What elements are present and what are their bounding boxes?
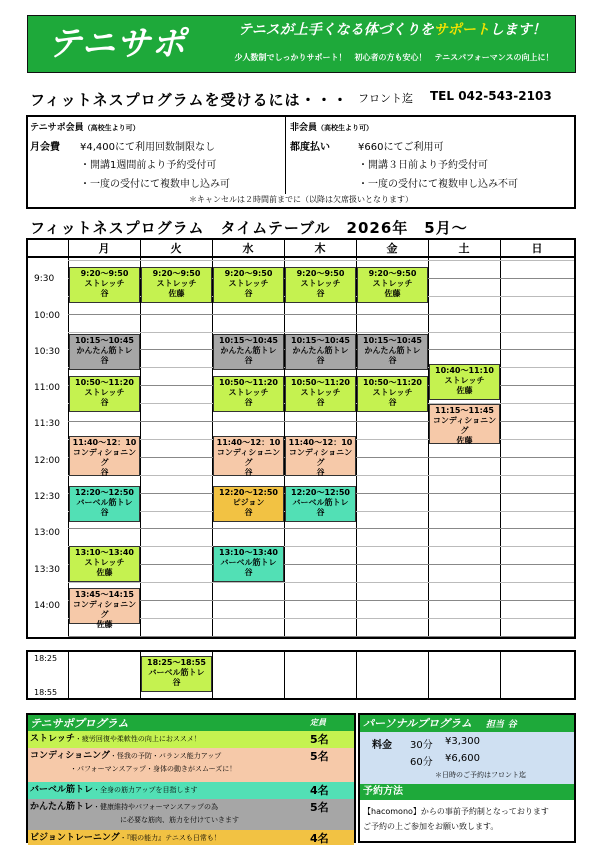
column-divider [284, 652, 285, 698]
class-block [429, 404, 500, 444]
time-label: 18:55 [34, 688, 58, 697]
program-list [26, 713, 356, 843]
nonmember-title: 非会員（高校生より可） [290, 123, 374, 133]
class-name: ストレッチ [372, 279, 413, 288]
member-label: 月会費 [30, 142, 60, 153]
class-coach: 佐藤 [456, 436, 473, 445]
class-time: 9:20～9:50 [80, 269, 129, 278]
member-item: ・一度の受付にて複数申し込み可 [80, 179, 230, 190]
row-line [68, 636, 574, 637]
class-block [285, 436, 356, 476]
class-name: かんたん筋トレ [220, 346, 277, 355]
class-name: ストレッチ [444, 376, 485, 385]
class-name: コンディショニング [216, 448, 281, 467]
nonmember-item: ・開講３日前より予約受付可 [358, 160, 488, 171]
front-label: フロント迄 [358, 92, 413, 105]
class-name: ストレッチ [300, 388, 341, 397]
access-title: フィットネスプログラムを受けるには・・・ [30, 91, 349, 109]
row-line [68, 618, 574, 619]
class-coach: 谷 [244, 398, 253, 407]
row-line [68, 332, 574, 333]
program-row-vision: ビジョントレーニング・『眼の能力』テニスも日常も！ 4名 [28, 830, 354, 845]
time-label: 9:30 [34, 274, 55, 284]
class-block [141, 656, 212, 692]
class-coach: 谷 [316, 468, 325, 477]
class-time: 10:15～10:45 [363, 336, 422, 345]
class-block [285, 486, 356, 522]
class-name: コンディショニング [72, 600, 137, 619]
class-name: ストレッチ [228, 388, 269, 397]
class-time: 9:20～9:50 [296, 269, 345, 278]
class-coach: 谷 [172, 678, 181, 687]
nonmember-price: ¥660にてご利用可 [358, 142, 444, 153]
class-time: 10:50～11:20 [363, 378, 422, 387]
class-name: バーベル筋トレ [148, 668, 205, 677]
class-time: 13:10～13:40 [75, 548, 134, 557]
class-time: 12:20～12:50 [75, 488, 134, 497]
class-block [69, 436, 140, 476]
class-coach: 谷 [316, 289, 325, 298]
class-time: 9:20～9:50 [152, 269, 201, 278]
class-name: ストレッチ [84, 558, 125, 567]
class-block [213, 486, 284, 522]
class-block [213, 267, 284, 303]
personal-note: ＊日時のご予約はフロント迄 [435, 771, 526, 779]
class-name: ストレッチ [84, 388, 125, 397]
class-block [285, 267, 356, 303]
phone-number: TEL 042-543-2103 [430, 89, 552, 103]
class-time: 9:20～9:50 [224, 269, 273, 278]
class-block [357, 376, 428, 412]
class-time: 12:20～12:50 [291, 488, 350, 497]
class-time: 10:15～10:45 [75, 336, 134, 345]
class-time: 10:50～11:20 [75, 378, 134, 387]
timetable-title: フィットネスプログラム タイムテーブル 2026年 5月～ [30, 219, 468, 237]
fee-label: 料金 [372, 740, 392, 751]
class-time: 10:15～10:45 [219, 336, 278, 345]
reserve-text: ご予約の上ご参加をお願い致します。 [363, 822, 499, 831]
time-label: 11:30 [34, 419, 60, 429]
class-block [213, 334, 284, 370]
program-row-conditioning: コンディショニング・怪我の予防・バランス能力アップ 5名 ・パフォーマンスアップ・身体の動きがスムーズに！ [28, 748, 354, 782]
time-label: 13:00 [34, 528, 60, 538]
class-time: 13:10～13:40 [219, 548, 278, 557]
time-label: 11:00 [34, 383, 60, 393]
class-block [69, 267, 140, 303]
class-block [285, 376, 356, 412]
class-coach: 谷 [100, 508, 109, 517]
class-name: ストレッチ [300, 279, 341, 288]
class-coach: 谷 [316, 356, 325, 365]
time-label: 18:25 [34, 654, 58, 663]
class-time: 18:25～18:55 [147, 658, 206, 667]
time-label: 12:00 [34, 456, 60, 466]
row-line [68, 564, 574, 565]
class-time: 13:45～14:15 [75, 590, 134, 599]
fee-price: ¥6,600 [445, 753, 480, 764]
class-time: 11:40～12：10 [72, 438, 137, 447]
tagline: テニスが上手くなる体づくりをサポートします！ [238, 22, 546, 38]
class-coach: 谷 [316, 508, 325, 517]
class-coach: 谷 [244, 289, 253, 298]
class-name: ストレッチ [156, 279, 197, 288]
class-name: ピジョン [232, 498, 265, 507]
column-divider [356, 652, 357, 698]
class-time: 9:20～9:50 [368, 269, 417, 278]
day-header-4: 金 [386, 242, 398, 255]
class-time: 10:50～11:20 [219, 378, 278, 387]
row-line [68, 582, 574, 583]
class-coach: 谷 [244, 568, 253, 577]
day-header-5: 土 [458, 242, 470, 255]
row-line [68, 546, 574, 547]
class-coach: 谷 [100, 289, 109, 298]
reserve-text: 【hacomono】からの事前予約制となっております [363, 807, 549, 816]
class-block [213, 546, 284, 582]
class-coach: 佐藤 [96, 620, 113, 629]
membership-divider [285, 117, 286, 194]
program-row-barbell: バーベル筋トレ・全身の筋力アップを目指します 4名 [28, 782, 354, 799]
day-header-6: 日 [531, 242, 543, 255]
class-block [357, 267, 428, 303]
class-block [141, 267, 212, 303]
class-time: 11:40～12：10 [288, 438, 353, 447]
program-row-stretch: ストレッチ・疲労回復や柔軟性の向上におススメ！ 5名 [28, 731, 354, 748]
class-coach: 谷 [100, 398, 109, 407]
day-header-0: 月 [98, 242, 110, 255]
nonmember-item: ・一度の受付にて複数申し込み不可 [358, 179, 518, 190]
row-line [68, 314, 574, 315]
column-divider [68, 652, 69, 698]
class-name: コンディショニング [72, 448, 137, 467]
class-block [69, 546, 140, 582]
class-block [69, 376, 140, 412]
class-coach: 谷 [244, 468, 253, 477]
class-name: かんたん筋トレ [364, 346, 421, 355]
time-label: 12:30 [34, 492, 60, 502]
class-name: コンディショニング [432, 416, 497, 435]
class-time: 10:50～11:20 [291, 378, 350, 387]
member-price: ¥4,400にて利用回数制限なし [80, 142, 215, 153]
day-header-2: 水 [242, 242, 254, 255]
fee-duration: 30分 [410, 740, 433, 751]
column-divider [500, 652, 501, 698]
class-coach: 谷 [244, 508, 253, 517]
class-name: コンディショニング [288, 448, 353, 467]
personal-header: パーソナルプログラム 担当 谷 [360, 715, 574, 732]
class-name: かんたん筋トレ [76, 346, 133, 355]
class-block [357, 334, 428, 370]
time-label: 13:30 [34, 565, 60, 575]
cancel-note: ＊キャンセルは２時間前までに（以降は欠席扱いとなります） [189, 195, 413, 204]
personal-program [358, 713, 576, 843]
member-title: テニサポ会員（高校生より可） [30, 123, 140, 133]
class-time: 10:15～10:45 [291, 336, 350, 345]
class-block [69, 588, 140, 629]
class-coach: 佐藤 [384, 289, 401, 298]
column-divider [428, 652, 429, 698]
class-name: バーベル筋トレ [292, 498, 349, 507]
day-header-1: 火 [170, 242, 182, 255]
class-block [213, 436, 284, 476]
class-name: バーベル筋トレ [76, 498, 133, 507]
class-time: 11:40～12：10 [216, 438, 281, 447]
class-coach: 佐藤 [96, 568, 113, 577]
class-time: 11:15～11:45 [435, 406, 494, 415]
class-block [213, 376, 284, 412]
column-divider [212, 652, 213, 698]
day-header-3: 木 [314, 242, 326, 255]
class-coach: 佐藤 [456, 386, 473, 395]
fee-price: ¥3,300 [445, 736, 480, 747]
class-block [69, 486, 140, 522]
class-name: ストレッチ [84, 279, 125, 288]
reserve-header: 予約方法 [360, 784, 574, 800]
row-line [68, 600, 574, 601]
class-time: 12:20～12:50 [219, 488, 278, 497]
fee-duration: 60分 [410, 757, 433, 768]
logo: テニサポ [47, 24, 187, 64]
class-block [69, 334, 140, 370]
class-coach: 谷 [244, 356, 253, 365]
class-coach: 佐藤 [168, 289, 185, 298]
evening-timetable [26, 650, 576, 700]
class-time: 10:40～11:10 [435, 366, 494, 375]
row-line [68, 260, 574, 261]
class-name: かんたん筋トレ [292, 346, 349, 355]
class-name: ストレッチ [372, 388, 413, 397]
time-label: 10:00 [34, 311, 60, 321]
program-row-easy-strength: かんたん筋トレ・健康維持やパフォーマンスアップの為 5名 に必要な筋肉、筋力を付けていきます [28, 799, 354, 830]
time-label: 14:00 [34, 601, 60, 611]
class-block [429, 364, 500, 400]
time-label: 10:30 [34, 347, 60, 357]
class-coach: 谷 [316, 398, 325, 407]
class-coach: 谷 [100, 468, 109, 477]
row-line [68, 528, 574, 529]
class-block [285, 334, 356, 370]
class-coach: 谷 [388, 356, 397, 365]
class-coach: 谷 [100, 356, 109, 365]
class-name: バーベル筋トレ [220, 558, 277, 567]
class-name: ストレッチ [228, 279, 269, 288]
member-item: ・開講1週間前より予約受付可 [80, 160, 217, 171]
nonmember-label: 都度払い [290, 142, 330, 153]
subtagline: 少人数制でしっかりサポート！ 初心者の方も安心！ テニスパフォーマンスの向上に！ [234, 53, 554, 62]
class-coach: 谷 [388, 398, 397, 407]
program-list-header: テニサポプログラム 定員 [28, 715, 354, 731]
